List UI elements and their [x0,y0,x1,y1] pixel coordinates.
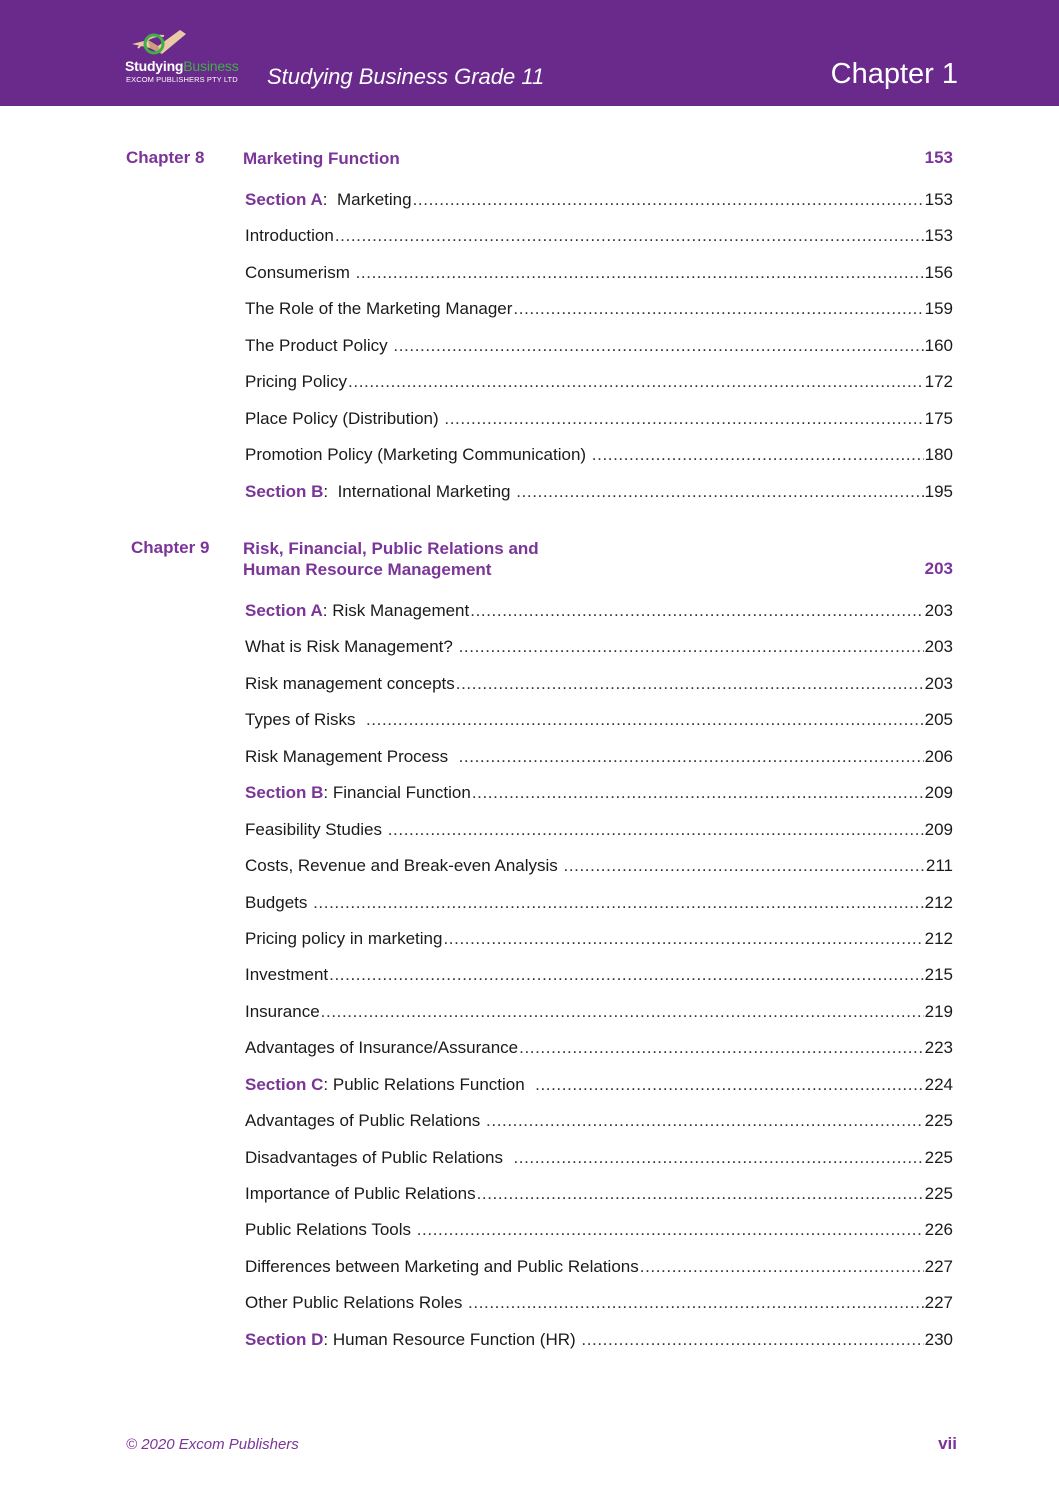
toc-entry-text: Feasibility Studies [245,819,387,839]
toc-entry-label [245,1038,518,1058]
dot-leader [335,226,924,246]
toc-entry[interactable] [245,1111,953,1147]
toc-entry[interactable] [245,965,953,1001]
toc-entry-label [245,409,443,429]
toc-entry-label [245,445,591,465]
toc-entry-label [245,710,365,730]
chapter-title [243,538,539,580]
toc-entry-page: 203 [924,673,953,693]
section-label: Section B [245,481,324,501]
toc-entry-page: 215 [924,965,953,985]
section-label: Section C [245,1074,324,1094]
toc-entry-page: 156 [924,262,953,282]
toc-entry[interactable] [245,710,953,746]
dot-leader [348,372,924,392]
toc-entry-text: Importance of Public Relations [245,1184,476,1203]
dot-leader [393,336,923,356]
toc-entry-text: Budgets [245,892,313,912]
toc-entry-label [245,820,387,840]
dot-leader [516,482,923,502]
toc-entry-label [245,601,469,621]
dot-leader [444,409,923,429]
section-label: Section B [245,783,324,803]
toc-entry-text: Pricing Policy [245,372,348,392]
running-chapter-label: Chapter 1 [830,58,958,90]
copyright-notice: © 2020 Excom Publishers [126,1436,299,1453]
dot-leader [513,299,923,319]
toc-entry-page: 219 [924,1001,953,1021]
toc-entry[interactable] [245,1075,953,1111]
toc-entry-page: 159 [924,299,953,319]
toc-entry-page: 225 [924,1184,953,1203]
dot-leader [313,893,924,913]
toc-entry-text: Advantages of Public Relations [245,1111,486,1131]
toc-entry-label [245,674,455,694]
toc-entry-label [245,226,334,246]
toc-entry-page: 224 [924,1074,953,1094]
toc-entry[interactable] [245,747,953,783]
toc-entry-page: 212 [924,892,953,912]
toc-list-chapter-8 [245,190,953,518]
toc-entry-label [245,1075,534,1095]
dot-leader [470,601,923,621]
toc-entry-page: 205 [924,710,953,730]
dot-leader [456,674,924,694]
publisher-logo [124,24,264,88]
section-separator: : [323,1074,333,1094]
toc-entry-text: Differences between Marketing and Public Relations [245,1256,639,1276]
dot-leader [443,929,923,949]
toc-entry-label [245,1184,476,1204]
chapter-number: Chapter 8 [126,148,205,167]
toc-entry[interactable] [245,929,953,965]
toc-entry-label [245,1148,512,1168]
toc-entry-label [245,783,471,803]
toc-entry-text: Public Relations Function [332,1074,535,1094]
dot-leader [459,747,924,767]
book-swoosh-icon [128,24,190,58]
toc-entry-text: Disadvantages of Public Relations [245,1147,513,1167]
toc-entry-label [245,893,312,913]
dot-leader [388,820,924,840]
toc-entry-label [245,299,512,319]
section-separator: : [322,190,337,209]
toc-entry-text: Other Public Relations Roles [245,1293,468,1313]
toc-entry-label [245,747,458,767]
toc-entry-text: Risk Management Process [245,746,458,766]
toc-entry[interactable] [245,893,953,929]
toc-entry-page: 230 [924,1329,953,1349]
toc-entry-page: 209 [924,783,953,803]
toc-entry-text: Costs, Revenue and Break-even Analysis [245,856,563,876]
toc-entry-label [245,190,412,210]
toc-entry[interactable] [245,1038,953,1074]
chapter-page: 153 [924,148,953,167]
toc-entry-label [245,1002,320,1022]
toc-entry-text: Consumerism [245,262,355,282]
dot-leader [356,263,924,283]
chapter-number: Chapter 9 [131,538,210,557]
dot-leader [519,1038,924,1058]
toc-entry-label [245,372,347,392]
toc-entry-label [245,1111,485,1131]
toc-entry-label [245,1257,639,1277]
dot-leader [640,1257,924,1277]
toc-entry-text: Types of Risks [245,710,365,730]
toc-entry-text: The Product Policy [245,335,393,355]
toc-entry-page: 153 [924,190,953,209]
dot-leader [513,1148,923,1168]
section-label: Section A [245,601,323,620]
toc-list-chapter-9 [245,601,953,1366]
toc-entry[interactable] [245,601,953,637]
toc-entry[interactable] [245,820,953,856]
toc-entry-page: 212 [924,928,953,948]
logo-wordmark: StudyingBusiness [125,58,239,74]
toc-entry-text: Pricing policy in marketing [245,928,443,948]
toc-entry-label [245,1330,580,1350]
toc-entry-text: Financial Function [332,783,471,803]
toc-entry-text: Investment [245,965,329,985]
toc-entry[interactable] [245,1148,953,1184]
toc-entry[interactable] [245,637,953,673]
dot-leader [477,1184,924,1204]
toc-entry-label [245,856,563,876]
toc-entry-page: 211 [925,856,953,876]
toc-entry[interactable] [245,372,953,408]
chapter-page: 203 [924,559,953,578]
toc-entry-text: Human Resource Function (HR) [332,1329,581,1349]
toc-entry-label [245,336,392,356]
book-title: Studying Business Grade 11 [267,64,545,89]
dot-leader [564,856,925,876]
toc-entry-page: 203 [924,601,953,620]
toc-entry-text: Risk Management [332,601,470,620]
toc-entry[interactable] [245,1330,953,1366]
chapter-title: Marketing Function [243,149,400,168]
dot-leader [459,637,924,657]
page-number: vii [938,1434,957,1453]
toc-entry-text: Advantages of Insurance/Assurance [245,1038,519,1058]
toc-entry-page: 227 [924,1293,953,1313]
page-header [0,0,1059,106]
dot-leader [413,190,924,210]
toc-entry-page: 223 [924,1038,953,1058]
section-separator: : [323,481,338,501]
toc-entry-page: 160 [924,335,953,355]
dot-leader [417,1220,924,1240]
dot-leader [592,445,924,465]
toc-entry-text: What is Risk Management? [245,637,458,657]
dot-leader [329,965,923,985]
dot-leader [468,1293,924,1313]
toc-entry-label [245,482,515,502]
chapter-title-line: Risk, Financial, Public Relations and [243,539,539,558]
dot-leader [486,1111,924,1131]
toc-entry-label [245,1220,416,1240]
toc-entry-label [245,965,328,985]
toc-entry[interactable] [245,1002,953,1038]
toc-entry-text: Promotion Policy (Marketing Communication) [245,445,591,465]
toc-entry[interactable] [245,1184,953,1220]
toc-entry-page: 180 [924,445,953,465]
toc-entry-text: Place Policy (Distribution) [245,408,444,428]
dot-leader [472,783,924,803]
toc-entry-label [245,929,442,949]
toc-entry-text: Marketing [336,190,412,209]
section-separator: : [323,783,333,803]
toc-entry[interactable] [245,1220,953,1256]
toc-entry[interactable] [245,1293,953,1329]
toc-entry-page: 175 [924,408,953,428]
toc-entry-page: 172 [924,372,953,392]
toc-entry[interactable] [245,299,953,335]
toc-entry[interactable] [245,445,953,481]
toc-entry[interactable] [245,409,953,445]
dot-leader [581,1330,923,1350]
toc-entry[interactable] [245,783,953,819]
dot-leader [535,1075,923,1095]
toc-entry[interactable] [245,336,953,372]
logo-subtitle: EXCOM PUBLISHERS PTY LTD [126,75,238,84]
chapter-title-line: Human Resource Management [243,560,492,579]
toc-entry-page: 225 [924,1111,953,1131]
dot-leader [321,1002,924,1022]
toc-entry-page: 227 [924,1256,953,1276]
toc-entry[interactable] [245,190,953,226]
toc-entry-text: The Role of the Marketing Manager [245,299,513,319]
toc-entry[interactable] [245,482,953,518]
toc-entry-page: 203 [924,637,953,657]
toc-entry-page: 206 [924,746,953,766]
section-label: Section A [245,190,323,209]
toc-entry-text: Introduction [245,226,334,246]
section-separator: : [323,1329,333,1349]
toc-entry-text: Public Relations Tools [245,1220,416,1240]
toc-entry-page: 195 [924,481,953,501]
toc-entry-page: 225 [924,1147,953,1167]
toc-entry-text: Insurance [245,1001,320,1021]
toc-entry-label [245,1293,467,1313]
toc-entry-label [245,637,458,657]
toc-entry[interactable] [245,226,953,262]
toc-entry-text: International Marketing [337,481,516,501]
toc-entry-text: Risk management concepts [245,673,455,693]
section-label: Section D [245,1329,324,1349]
section-separator: : [322,601,333,620]
toc-entry[interactable] [245,856,953,892]
toc-entry-label [245,263,355,283]
toc-entry[interactable] [245,263,953,299]
toc-entry[interactable] [245,1257,953,1293]
toc-entry-page: 153 [924,226,953,246]
toc-entry-page: 226 [924,1220,953,1240]
toc-entry[interactable] [245,674,953,710]
toc-entry-page: 209 [924,819,953,839]
dot-leader [366,710,924,730]
